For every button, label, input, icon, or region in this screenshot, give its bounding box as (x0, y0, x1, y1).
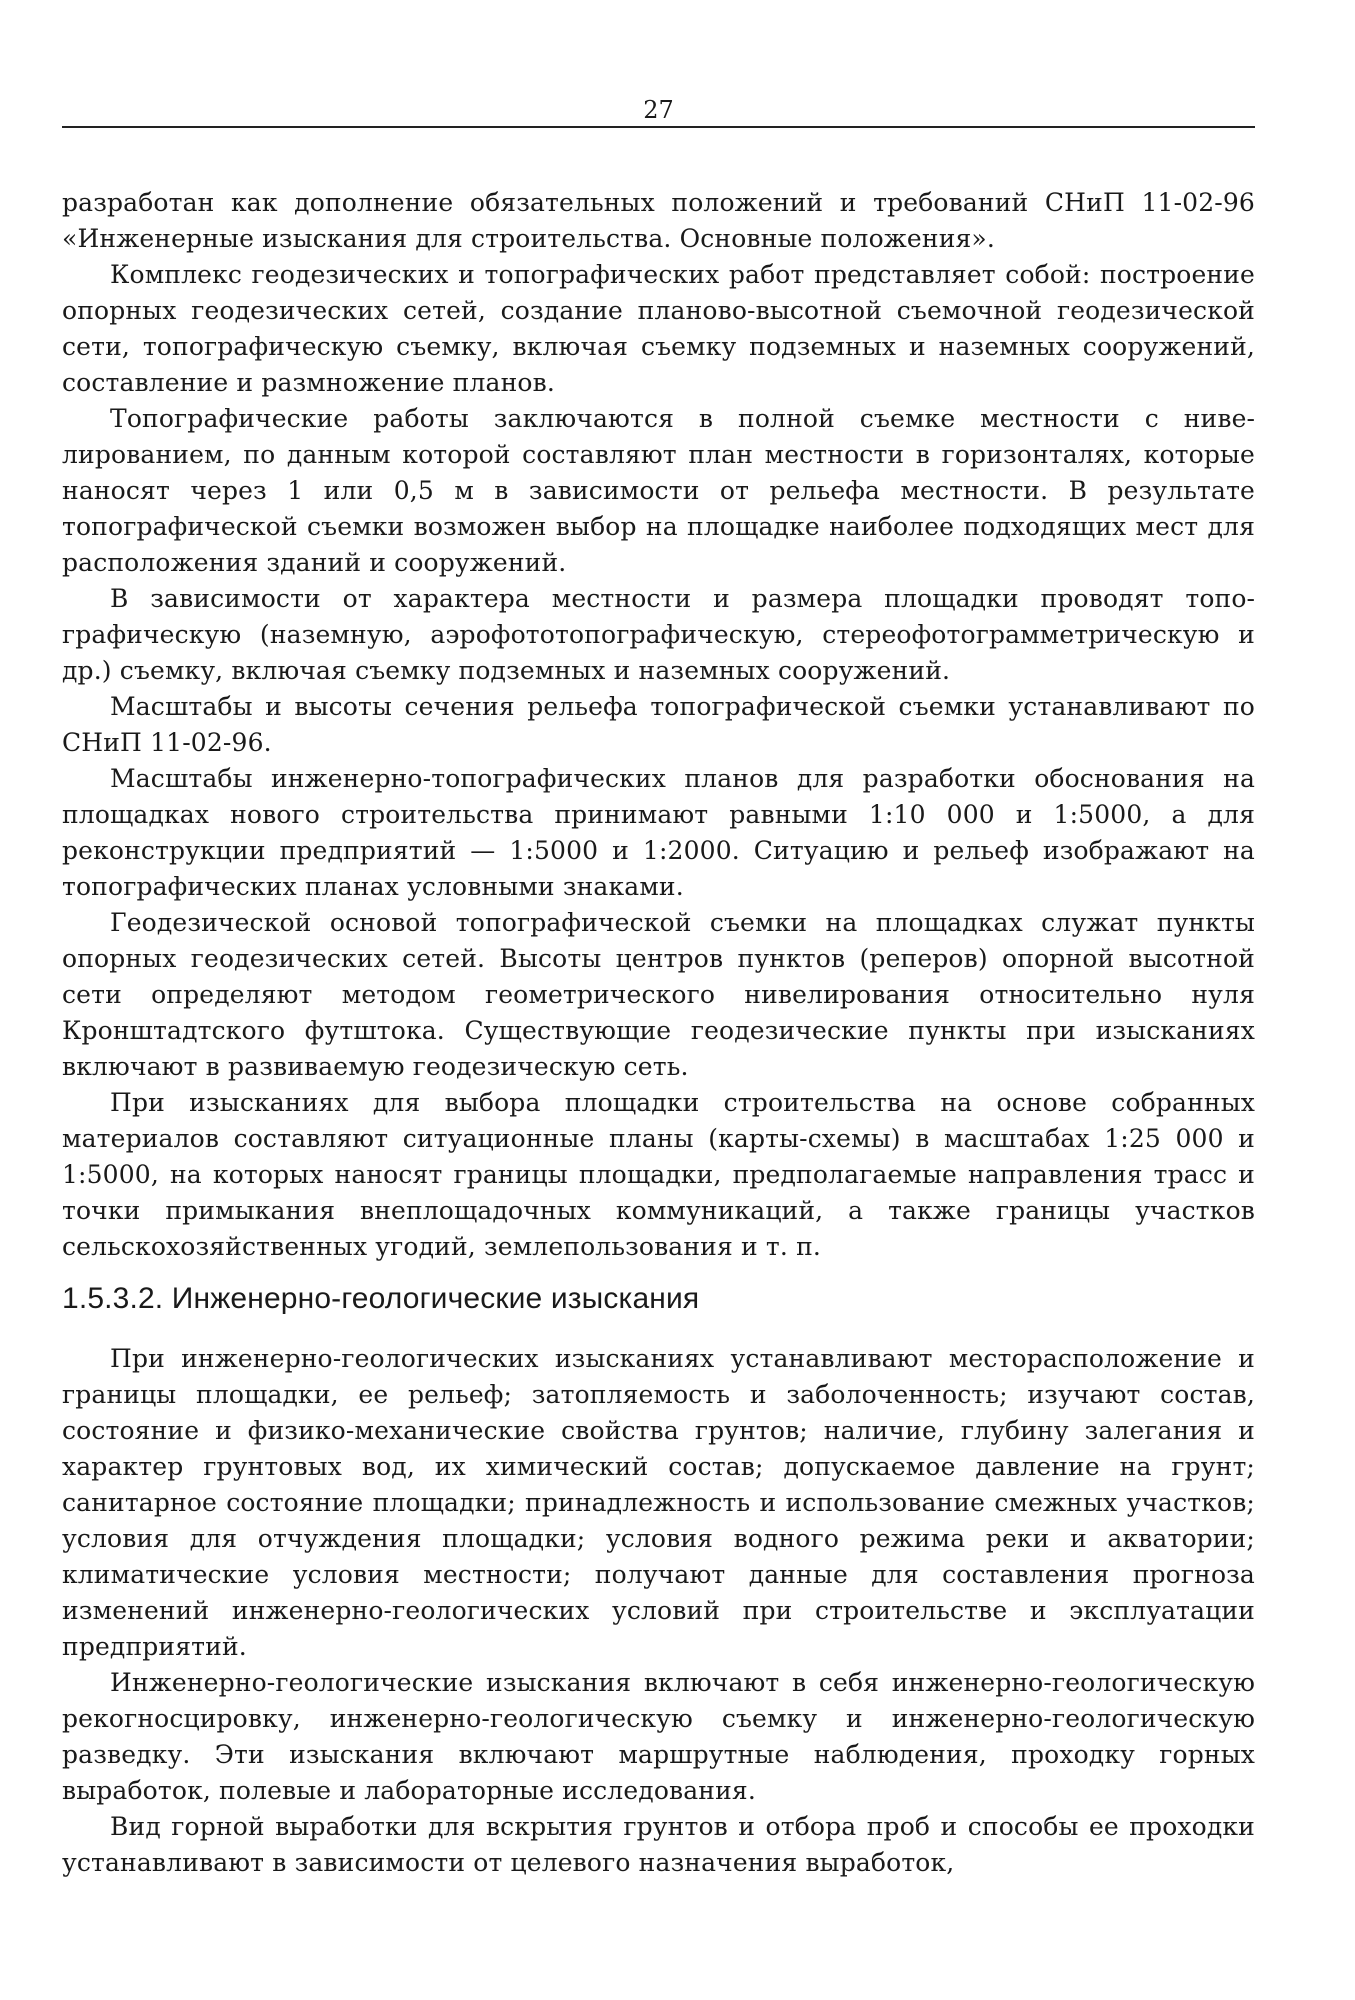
document-page (62, 0, 1255, 2000)
paragraph: Комплекс геодезических и топографических работ представляет собой: построение опорных геодезических сетей, создание планово-высотной съемочной геодезической сети, топографическую съемку, включая съемку подземных и наземных сооружений, составление и размножение планов. (62, 260, 1255, 397)
paragraph: При инженерно-геологических изысканиях устанавливают месторасположение и границы площадки, ее рельеф; затопляемость и заболоченность; изучают состав, состояние и физико-механические свойства грунтов; наличие, глубину залегания и характер грунтовых вод, их химический состав; допускаемое давление на грунт; санитарное состояние площадки; принадлежность и использование смежных участков; условия для отчуждения площадки; условия водного режима реки и акватории; климатические условия местности; получают данные для составления прогноза изменений инженерно-геологических условий при строительстве и эксплуатации предприятий. (62, 1344, 1255, 1661)
paragraph-continuation: разработан как дополнение обязательных положений и требований СНиП 11-02-96 «Инженерные изыскания для строительства. Основные положения». (62, 188, 1255, 253)
header-rule (62, 126, 1255, 128)
paragraph: Масштабы инженерно-топографических планов для разработки обоснования на площадках нового строительства принимают равными 1:10 000 и 1:5000, а для реконструкции предприятий — 1:5000 и 1:2000. Ситуацию и рельеф изображают на топографических планах условными знаками. (62, 764, 1255, 901)
page-header (62, 96, 1255, 126)
paragraph: Вид горной выработки для вскрытия грунтов и отбора проб и способы ее проходки устанавливают в зависимости от целевого назначения выработок, (62, 1812, 1255, 1877)
paragraph: Топографические работы заключаются в полной съемке местности с нивелированием, по данным которой составляют план местности в горизонталях, которые наносят через 1 или 0,5 м в зависимости от рельефа местности. В результате топографической съемки возможен выбор на площадке наиболее подходящих мест для расположения зданий и сооружений. (62, 404, 1255, 577)
section-heading: 1.5.3.2. Инженерно-геологические изыскания (62, 1282, 700, 1315)
paragraph: Масштабы и высоты сечения рельефа топографической съемки устанавливают по СНиП 11-02-96. (62, 692, 1255, 757)
paragraph: Инженерно-геологические изыскания включают в себя инженерно-геологическую рекогносцировку, инженерно-геологическую съемку и инженерно-геологическую разведку. Эти изыскания включают маршрутные наблюдения, проходку горных выработок, полевые и лабораторные исследования. (62, 1668, 1255, 1805)
body-text (62, 185, 1255, 1881)
page-number: 27 (643, 96, 674, 124)
paragraph: В зависимости от характера местности и размера площадки проводят топографическую (наземную, аэрофототопографическую, стереофотограмметрическую и др.) съемку, включая съемку подземных и наземных сооружений. (62, 584, 1255, 685)
paragraph: При изысканиях для выбора площадки строительства на основе собранных материалов составляют ситуационные планы (карты-схемы) в масштабах 1:25 000 и 1:5000, на которых наносят границы площадки, предполагаемые направления трасс и точки примыкания внеплощадочных коммуникаций, а также границы участков сельскохозяйственных угодий, землепользования и т. п. (62, 1088, 1255, 1261)
paragraph: Геодезической основой топографической съемки на площадках служат пункты опорных геодезических сетей. Высоты центров пунктов (реперов) опорной высотной сети определяют методом геометрического нивелирования относительно нуля Кронштадтского футштока. Существующие геодезические пункты при изысканиях включают в развиваемую геодезическую сеть. (62, 908, 1255, 1081)
